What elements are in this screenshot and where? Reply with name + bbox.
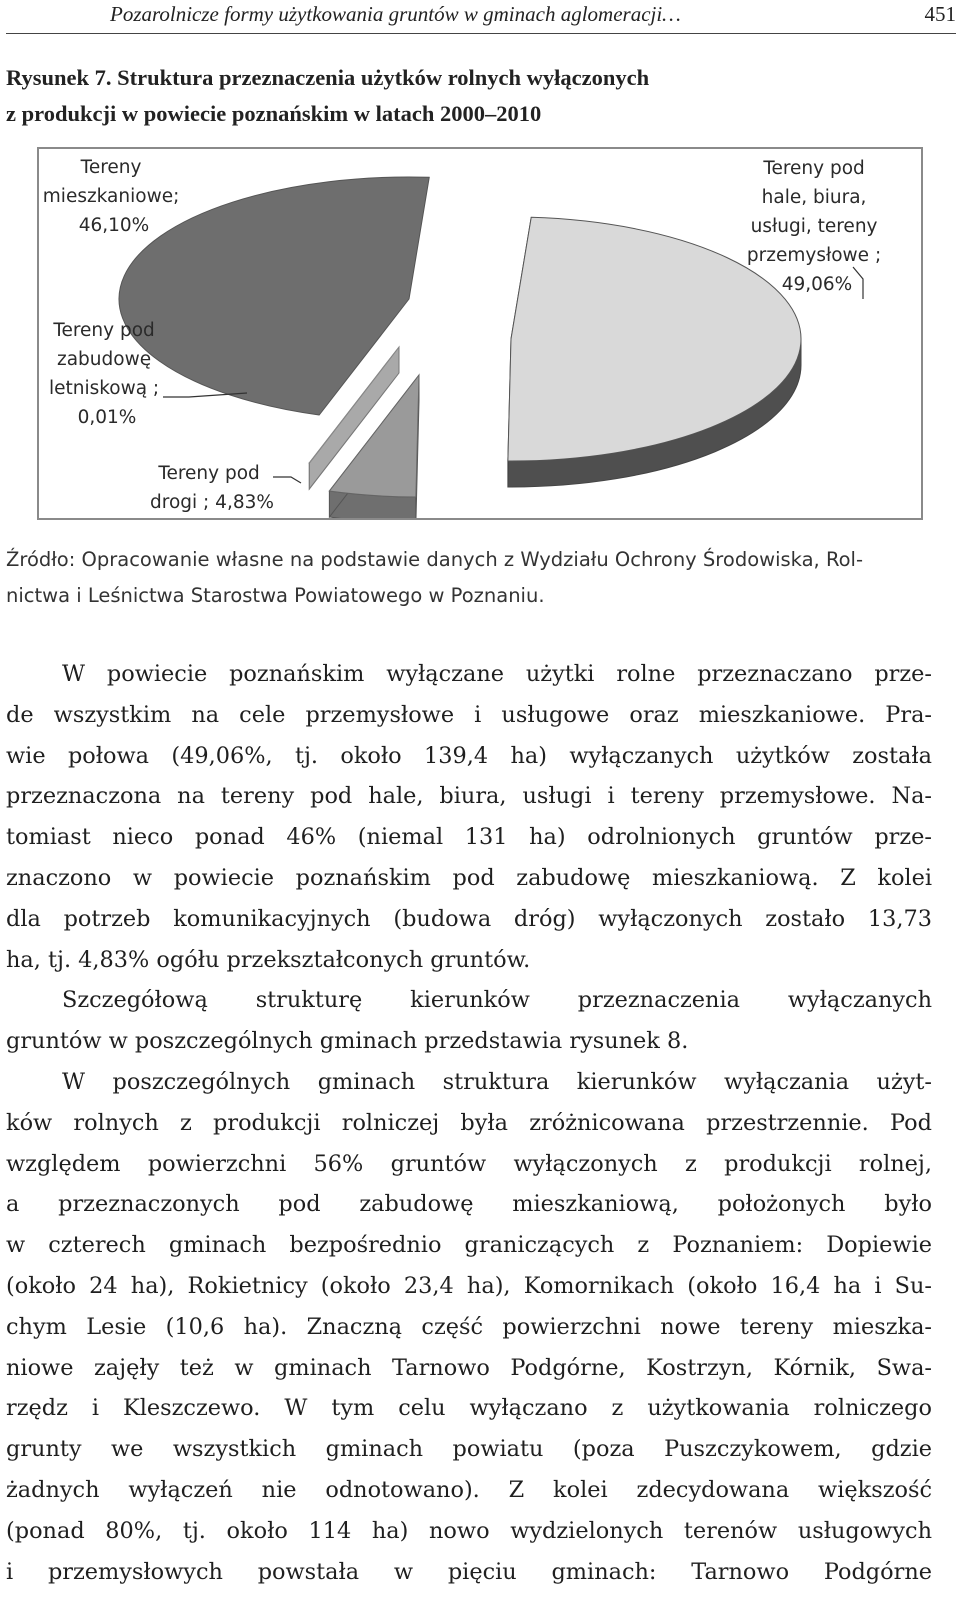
text-line: (około 24 ha), Rokietnicy (około 23,4 ha), Komornikach (około 16,4 ha i Su- xyxy=(6,1272,932,1299)
text-line: i przemysłowych powstała w pięciu gminach: Tarnowo Podgórne xyxy=(6,1558,932,1585)
paragraph xyxy=(6,654,932,980)
text-line: ha, tj. 4,83% ogółu przekształconych gruntów. xyxy=(6,946,531,973)
text-line: grunty we wszystkich gminach powiatu (poza Puszczykowem, gdzie xyxy=(6,1436,932,1463)
caption-line: z produkcji w powiecie poznańskim w latach 2000–2010 xyxy=(6,101,542,126)
text-line: Szczegółową strukturę kierunków przeznaczenia wyłączanych xyxy=(62,987,932,1014)
text-line: chym Lesie (10,6 ha). Znaczną część powierzchni nowe tereny mieszka- xyxy=(6,1313,932,1340)
text-line: znaczono w powiecie poznańskim pod zabudowę mieszkaniową. Z kolei xyxy=(6,864,932,891)
header-rule xyxy=(6,33,956,34)
paragraph xyxy=(6,1062,932,1592)
slice-label-residential: Tereny mieszkaniowe; 46,10% xyxy=(42,157,180,236)
text-line: żadnych wyłączeń nie odnotowano). Z kolei zdecydowana większość xyxy=(6,1476,932,1503)
text-line: przeznaczona na tereny pod hale, biura, usługi i tereny przemysłowe. Na- xyxy=(6,783,932,810)
text-line: gruntów w poszczególnych gminach przedstawia rysunek 8. xyxy=(6,1028,689,1055)
figure-caption xyxy=(6,60,946,132)
pie-chart-frame xyxy=(37,147,923,520)
text-line: de wszystkim na cele przemysłowe i usługowe oraz mieszkaniowe. Pra- xyxy=(6,701,932,728)
text-line: wie połowa (49,06%, tj. około 139,4 ha) wyłączanych użytków została xyxy=(6,742,932,769)
source-line: nictwa i Leśnictwa Starostwa Powiatowego w Poznaniu. xyxy=(6,584,545,607)
body-text xyxy=(6,654,932,1592)
text-line: niowe zajęły też w gminach Tarnowo Podgórne, Kostrzyn, Kórnik, Swa- xyxy=(6,1354,932,1381)
text-line: w czterech gminach bezpośrednio graniczących z Poznaniem: Dopiewie xyxy=(6,1232,932,1259)
leader-line-industrial xyxy=(853,267,863,299)
caption-line: Rysunek 7. Struktura przeznaczenia użytków rolnych wyłączonych xyxy=(6,65,650,90)
running-title: Pozarolnicze formy użytkowania gruntów w gminach aglomeracji… xyxy=(110,2,681,26)
paragraph xyxy=(6,980,932,1062)
text-line: W poszczególnych gminach struktura kierunków wyłączania użyt- xyxy=(62,1068,932,1095)
text-line: rzędz i Kleszczewo. W tym celu wyłączano z użytkowania rolniczego xyxy=(6,1395,932,1422)
leader-line-roads xyxy=(273,477,301,483)
pie-chart xyxy=(39,149,921,518)
source-line: Źródło: Opracowanie własne na podstawie danych z Wydziału Ochrony Środowiska, Rol- xyxy=(6,548,864,571)
text-line: a przeznaczonych pod zabudowę mieszkaniową, położonych było xyxy=(6,1191,932,1218)
running-header xyxy=(6,2,958,36)
text-line: względem powierzchni 56% gruntów wyłączonych z produkcji rolnej, xyxy=(6,1150,932,1177)
figure-source-note xyxy=(6,542,956,614)
text-line: dla potrzeb komunikacyjnych (budowa dróg) wyłączonych zostało 13,73 xyxy=(6,905,932,932)
slice-label-industrial: Tereny pod hale, biura, usługi, tereny przemysłowe ; 49,06% xyxy=(746,158,882,295)
text-line: ków rolnych z produkcji rolniczej była zróżnicowana przestrzennie. Pod xyxy=(6,1109,932,1136)
text-line: tomiast nieco ponad 46% (niemal 131 ha) odrolnionych gruntów prze- xyxy=(6,824,932,851)
text-line: W powiecie poznańskim wyłączane użytki rolne przeznaczano prze- xyxy=(62,661,932,687)
slice-label-summer-housing: Tereny pod zabudowę letniskową ; 0,01% xyxy=(48,320,160,428)
text-line: (ponad 80%, tj. około 114 ha) nowo wydzielonych terenów usługowych xyxy=(6,1517,932,1544)
page-number: 451 xyxy=(924,2,956,26)
slice-label-roads: Tereny pod drogi ; 4,83% xyxy=(150,463,274,513)
